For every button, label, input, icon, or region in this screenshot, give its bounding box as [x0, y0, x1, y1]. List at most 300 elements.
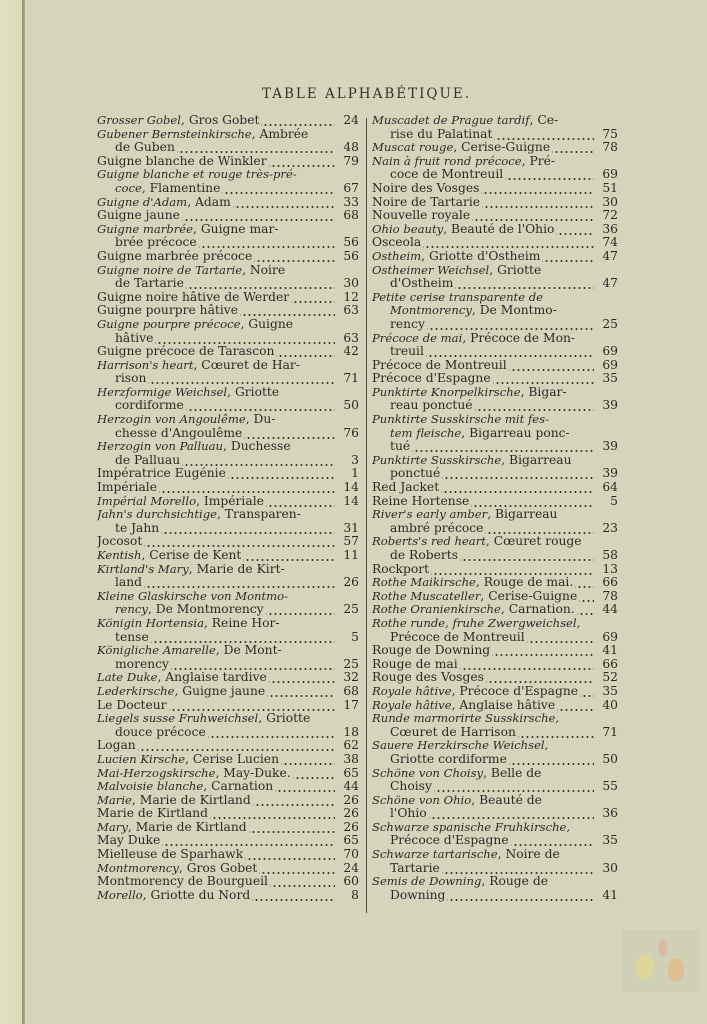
entry-line	[372, 427, 618, 441]
variety-name-roman: morency	[115, 657, 169, 671]
variety-name-roman: Nouvelle royale	[372, 209, 471, 223]
entry-line	[97, 196, 359, 210]
page-number: 35	[602, 834, 618, 848]
variety-name-italic: Liegels susse Fruhweichsel	[97, 712, 259, 726]
index-entry	[372, 739, 618, 766]
entry-line	[97, 359, 359, 373]
entry-text	[390, 168, 503, 182]
variety-name-italic: Harrison's heart	[97, 358, 194, 372]
page-number: 1	[351, 467, 359, 481]
index-entry	[97, 807, 359, 821]
dot-leader	[426, 345, 594, 359]
entry-text	[372, 685, 578, 699]
entry-line	[97, 875, 359, 889]
entry-line	[97, 345, 359, 359]
entry-text	[115, 658, 169, 672]
page-number: 69	[602, 345, 618, 359]
entry-line	[372, 535, 618, 549]
entry-text	[97, 739, 136, 753]
entry-text	[372, 739, 548, 753]
index-entry	[372, 563, 618, 577]
index-entry	[372, 767, 618, 794]
page-number: 63	[343, 304, 359, 318]
variety-name-roman: Rockport	[372, 562, 430, 576]
index-entry	[372, 250, 618, 264]
entry-line	[97, 848, 359, 862]
entry-text	[372, 182, 479, 196]
variety-name-italic: Nain à fruit rond précoce	[372, 154, 522, 168]
page-number: 58	[602, 549, 618, 562]
entry-text	[390, 807, 427, 821]
variety-name-roman: reau ponctué	[390, 399, 473, 413]
dot-leader	[210, 807, 335, 821]
variety-name-italic: Petite cerise transparente de	[372, 290, 544, 304]
dot-leader	[144, 535, 335, 549]
variety-name-roman: , Cerise-Guigne	[480, 589, 578, 603]
fruit-icon	[658, 940, 667, 956]
dot-leader	[269, 155, 335, 169]
entry-text	[97, 223, 279, 237]
variety-name-roman: , Guigne mar-	[193, 222, 279, 236]
index-entry	[372, 508, 618, 535]
entry-line	[372, 726, 618, 740]
variety-name-roman: , Reine Hor-	[203, 616, 280, 630]
entry-text	[115, 454, 180, 468]
index-entry	[97, 481, 359, 495]
entry-line	[372, 182, 618, 196]
entry-text	[97, 209, 180, 223]
variety-name-roman: Griotte cordiforme	[390, 752, 507, 766]
entry-text	[115, 399, 184, 413]
dot-leader	[544, 794, 594, 808]
page-number: 62	[343, 739, 359, 753]
page-number: 33	[343, 195, 359, 209]
dot-leader	[233, 196, 335, 210]
index-entry	[97, 250, 359, 264]
variety-name-italic: Lederkirsche	[97, 684, 175, 698]
entry-text	[97, 699, 167, 713]
entry-text	[372, 617, 580, 631]
index-entry	[97, 304, 359, 318]
page-number: 79	[343, 154, 359, 168]
dot-leader	[447, 889, 594, 903]
entry-text	[115, 182, 220, 196]
page-number: 78	[602, 141, 618, 155]
entry-line	[97, 399, 359, 413]
entry-text	[97, 821, 247, 835]
variety-name-roman: Red Jacket	[372, 481, 440, 495]
entry-line	[372, 603, 618, 617]
page-number: 32	[343, 671, 359, 685]
entry-text	[97, 889, 250, 903]
index-entry	[97, 413, 359, 440]
index-entry	[97, 264, 359, 291]
entry-text	[372, 372, 491, 386]
variety-name-roman: , Adam	[187, 195, 231, 209]
variety-name-italic: Schöne von Ohio	[372, 793, 472, 807]
variety-name-italic: Précoce de mai	[372, 331, 463, 345]
dot-leader	[562, 848, 594, 862]
entry-line	[97, 209, 359, 223]
entry-text	[97, 508, 301, 522]
variety-name-italic: Morello	[97, 888, 143, 902]
page-number: 5	[610, 494, 618, 508]
variety-name-roman: Marie de Kirtland	[97, 807, 208, 821]
index-entry	[97, 209, 359, 223]
entry-line	[97, 427, 359, 441]
variety-name-roman: , Griotte	[489, 263, 542, 277]
index-entry	[97, 889, 359, 903]
variety-name-roman: rison	[115, 372, 147, 386]
entry-line	[372, 780, 618, 794]
page-number: 36	[602, 807, 618, 821]
entry-line	[97, 508, 359, 522]
variety-name-roman: , Cœuret de Har-	[193, 358, 300, 372]
fruit-icon	[668, 958, 684, 982]
dot-leader	[442, 862, 594, 876]
page-number: 48	[343, 141, 359, 155]
index-entry	[97, 467, 359, 481]
variety-name-roman: brée précoce	[115, 236, 197, 250]
dot-leader	[552, 141, 594, 155]
dot-leader	[572, 427, 594, 441]
variety-name-roman: Reine Hortense	[372, 494, 470, 508]
index-entry	[97, 155, 359, 169]
entry-line	[97, 753, 359, 767]
variety-name-roman: te Jahn	[115, 521, 160, 535]
entry-line	[372, 277, 618, 291]
dot-leader	[505, 168, 594, 182]
variety-name-italic: Guigne pourpre précoce	[97, 317, 241, 331]
entry-line	[372, 617, 618, 631]
index-entry	[372, 481, 618, 495]
entry-line	[97, 304, 359, 318]
entry-text	[115, 427, 242, 441]
entry-line	[97, 699, 359, 713]
entry-line	[97, 141, 359, 155]
entry-line	[372, 372, 618, 386]
dot-leader	[275, 780, 335, 794]
entry-line	[372, 196, 618, 210]
variety-name-roman: , Marie de Kirtland	[127, 820, 247, 834]
page-number: 47	[602, 277, 618, 291]
entry-line	[97, 250, 359, 264]
dot-leader	[186, 277, 335, 291]
entry-line	[372, 481, 618, 495]
variety-name-roman: , Gros Gobet	[178, 861, 258, 875]
entry-line	[372, 236, 618, 250]
variety-name-roman: rency	[390, 317, 425, 331]
variety-name-roman: , De Montmorency	[147, 603, 264, 617]
variety-name-italic: Muscadet de Prague tardif	[372, 114, 530, 127]
entry-line	[372, 658, 618, 672]
dot-leader	[277, 413, 335, 427]
index-entry	[372, 454, 618, 481]
dot-leader	[557, 155, 594, 169]
dot-leader	[441, 481, 594, 495]
entry-line	[372, 495, 618, 509]
page-number: 56	[343, 236, 359, 250]
variety-name-italic: Schöne von Choisy	[372, 766, 484, 780]
entry-line	[97, 440, 359, 454]
entry-text	[372, 508, 557, 522]
dot-leader	[485, 522, 594, 536]
dot-leader	[249, 821, 335, 835]
dot-leader	[559, 508, 594, 522]
dot-leader	[270, 875, 335, 889]
index-entry	[97, 196, 359, 210]
entry-text	[372, 658, 458, 672]
index-entry	[97, 563, 359, 590]
entry-line	[97, 277, 359, 291]
entry-text	[372, 209, 470, 223]
entry-text	[372, 359, 507, 373]
index-entry	[97, 862, 359, 876]
entry-line	[372, 141, 618, 155]
entry-text	[115, 141, 175, 155]
dot-leader	[434, 780, 594, 794]
dot-leader	[281, 386, 335, 400]
entry-text	[115, 576, 142, 590]
page-number: 23	[602, 521, 618, 535]
variety-name-roman: , Bigarreau	[487, 508, 558, 522]
dot-leader	[276, 345, 335, 359]
dot-leader	[253, 794, 335, 808]
variety-name-roman: hâtive	[115, 331, 154, 345]
dot-leader	[582, 617, 594, 631]
variety-name-roman: , Bigar-	[520, 385, 567, 399]
column-divider	[366, 118, 367, 913]
dot-leader	[423, 236, 594, 250]
dot-leader	[455, 277, 594, 291]
page-title: TABLE ALPHABÉTIQUE.	[261, 86, 472, 102]
entry-line	[372, 862, 618, 876]
entry-text	[372, 223, 554, 237]
entry-text	[97, 345, 274, 359]
page-number: 40	[602, 698, 618, 712]
index-entry	[97, 834, 359, 848]
variety-name-roman: Guigne marbrée précoce	[97, 249, 253, 263]
entry-line	[372, 128, 618, 142]
dot-leader	[561, 712, 594, 726]
entry-line	[97, 739, 359, 753]
dot-leader	[509, 359, 594, 373]
index-entry	[372, 264, 618, 291]
entry-text	[372, 264, 541, 278]
variety-name-roman: Jocosot	[97, 535, 143, 549]
variety-name-roman: de Roberts	[390, 549, 458, 562]
page-number: 42	[343, 345, 359, 359]
page-number: 39	[602, 467, 618, 481]
variety-name-italic: Mai-Herzogskirsche	[97, 766, 216, 780]
entry-text	[372, 454, 572, 468]
variety-name-italic: Mary	[97, 820, 128, 834]
entry-line	[372, 168, 618, 182]
index-entry	[97, 535, 359, 549]
variety-name-italic: Punktirte Knorpelkirsche	[372, 385, 521, 399]
variety-name-italic: Lucien Kirsche	[97, 752, 186, 766]
entry-line	[372, 685, 618, 699]
dot-leader	[266, 603, 335, 617]
index-entry	[97, 644, 359, 671]
variety-name-italic: Impérial Morello	[97, 494, 197, 508]
dot-leader	[171, 658, 335, 672]
variety-name-roman: , Anglaise hâtive	[451, 698, 556, 712]
variety-name-roman: , Griotte du Nord	[142, 888, 251, 902]
index-entry	[372, 590, 618, 604]
variety-name-roman: d'Ostheim	[390, 277, 454, 291]
variety-name-roman: , Griotte	[258, 712, 311, 726]
page-number: 8	[351, 888, 359, 902]
index-entry	[97, 739, 359, 753]
index-entry	[97, 699, 359, 713]
entry-line	[372, 413, 618, 427]
variety-name-roman: , Flamentine	[141, 181, 221, 195]
variety-name-italic: Rothe runde, fruhe Zwergweichsel,	[372, 616, 581, 630]
page-number: 68	[343, 209, 359, 223]
variety-name-roman: Guigne blanche de Winkler	[97, 154, 267, 168]
variety-name-roman: , Duchesse	[223, 440, 291, 454]
entry-line	[97, 454, 359, 468]
variety-name-roman: , Carnation.	[500, 603, 575, 617]
variety-name-roman: , May-Duke.	[215, 766, 291, 780]
entry-text	[97, 549, 241, 563]
page-number: 72	[602, 209, 618, 223]
dot-leader	[518, 726, 594, 740]
entry-text	[97, 780, 273, 794]
dot-leader	[575, 576, 594, 590]
page-number: 70	[343, 848, 359, 862]
entry-line	[97, 535, 359, 549]
variety-name-roman: chesse d'Angoulême	[115, 426, 243, 440]
entry-line	[97, 563, 359, 577]
variety-name-roman: Précoce de Montreuil	[390, 630, 525, 644]
book-gutter	[22, 0, 25, 1024]
index-entry	[372, 712, 618, 739]
dot-leader	[243, 549, 335, 563]
entry-line	[372, 264, 618, 278]
dot-leader	[577, 332, 594, 346]
page-number: 30	[343, 277, 359, 291]
dot-leader	[266, 495, 335, 509]
index-entry	[372, 495, 618, 509]
entry-line	[372, 291, 618, 305]
entry-text	[390, 318, 425, 332]
dot-leader	[543, 264, 594, 278]
entry-text	[97, 440, 291, 454]
index-entry	[97, 712, 359, 739]
variety-name-roman: tué	[390, 440, 411, 454]
page-number: 12	[343, 290, 359, 304]
entry-line	[97, 767, 359, 781]
index-entry	[372, 291, 618, 332]
entry-line	[372, 508, 618, 522]
variety-name-roman: , Cerise Lucien	[185, 752, 279, 766]
entry-line	[97, 467, 359, 481]
index-entry	[372, 196, 618, 210]
variety-name-roman: , Beauté de	[471, 793, 542, 807]
entry-line	[372, 671, 618, 685]
variety-name-roman: Osceola	[372, 236, 422, 250]
entry-text	[97, 590, 288, 604]
page-number: 30	[602, 861, 618, 875]
variety-name-italic: Rothe Oranienkirsche	[372, 603, 501, 617]
dot-leader	[460, 658, 594, 672]
page-number: 67	[343, 181, 359, 195]
entry-line	[97, 712, 359, 726]
entry-text	[97, 834, 160, 848]
variety-name-roman: , Griotte d'Ostheim	[421, 249, 541, 263]
entry-line	[372, 386, 618, 400]
page-number: 24	[343, 861, 359, 875]
dot-leader	[442, 467, 594, 481]
page-number: 35	[602, 684, 618, 698]
variety-name-roman: douce précoce	[115, 725, 206, 739]
entry-text	[372, 236, 421, 250]
library-stamp-image	[622, 930, 700, 992]
entry-line	[97, 413, 359, 427]
variety-name-italic: Muscat rouge	[372, 141, 454, 155]
dot-leader	[475, 399, 594, 413]
index-entry	[97, 168, 359, 195]
index-entry	[372, 182, 618, 196]
page-number: 39	[602, 440, 618, 454]
entry-line	[97, 549, 359, 563]
entry-line	[372, 590, 618, 604]
dot-leader	[579, 590, 594, 604]
entry-line	[97, 264, 359, 278]
entry-text	[97, 291, 289, 305]
dot-leader	[312, 712, 335, 726]
entry-line	[372, 712, 618, 726]
entry-text	[372, 563, 429, 577]
dot-leader	[284, 644, 335, 658]
entry-text	[372, 767, 541, 781]
index-entry	[372, 209, 618, 223]
page-number: 13	[602, 562, 618, 576]
dot-leader	[148, 372, 335, 386]
dot-leader	[577, 603, 594, 617]
dot-leader	[542, 250, 594, 264]
entry-line	[372, 250, 618, 264]
dot-leader	[299, 168, 335, 182]
entry-line	[97, 155, 359, 169]
variety-name-roman: , Beauté de l'Ohio	[443, 222, 555, 236]
entry-text	[115, 603, 264, 617]
variety-name-roman: , Ambrée	[251, 127, 309, 141]
entry-line	[372, 794, 618, 808]
index-entry	[372, 332, 618, 359]
entry-text	[97, 250, 252, 264]
variety-name-roman: Impératrice Eugénie	[97, 467, 226, 481]
dot-leader	[509, 753, 594, 767]
variety-name-italic: Guigne blanche et rouge très-pré-	[97, 168, 297, 182]
page-number: 25	[343, 603, 359, 617]
variety-name-roman: , Transparen-	[216, 508, 301, 522]
index-entry	[372, 617, 618, 644]
index-entry	[372, 236, 618, 250]
entry-text	[115, 726, 206, 740]
dot-leader	[429, 807, 594, 821]
page-number: 26	[343, 793, 359, 807]
page-number: 55	[602, 780, 618, 794]
page-number: 57	[343, 535, 359, 549]
variety-name-roman: Guigne pourpre hâtive	[97, 304, 239, 318]
variety-name-italic: Kentish	[97, 549, 142, 562]
entry-text	[372, 332, 575, 346]
variety-name-roman: treuil	[390, 345, 424, 359]
entry-line	[372, 345, 618, 359]
